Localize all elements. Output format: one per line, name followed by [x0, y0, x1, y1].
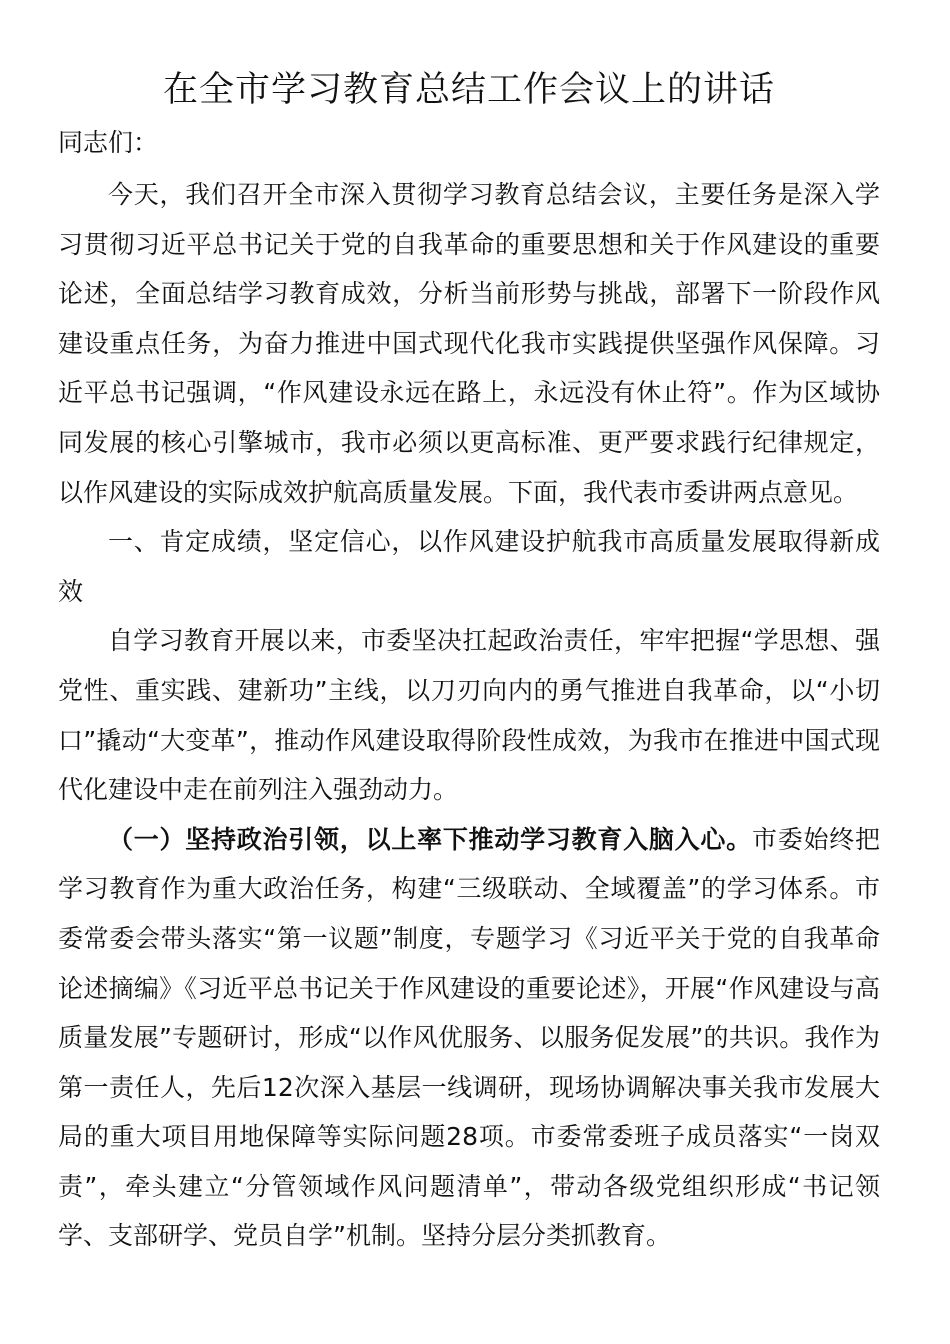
subsection-1-lead: （一）坚持政治引领，以上率下推动学习教育入脑入心。 [108, 824, 752, 854]
intro-paragraph: 今天，我们召开全市深入贯彻学习教育总结会议，主要任务是深入学习贯彻习近平总书记关于党的自我革命的重要思想和关于作风建设的重要论述，全面总结学习教育成效，分析当前形势与挑战，部署下一阶段作风建设重点任务，为奋力推进中国式现代化我市实践提供坚强作风保障。习近平总书记强调，“作风建设永远在路上，永远没有休止符”。作为区域协同发展的核心引擎城市，我市必须以更高标准、更严要求践行纪律规定，以作风建设的实际成效护航高质量发展。下面，我代表市委讲两点意见。 [58, 180, 880, 507]
salutation: 同志们： [58, 128, 159, 157]
subsection-1-body: 市委始终把学习教育作为重大政治任务，构建“三级联动、全域覆盖”的学习体系。市委常委会带头落实“第一议题”制度，专题学习《习近平关于党的自我革命论述摘编》《习近平总书记关于作风建设的重要论述》，开展“作风建设与高质量发展”专题研讨，形成“以作风优服务、以服务促发展”的共识。我作为第一责任人，先后12次深入基层一线调研，现场协调解决事关我市发展大局的重大项目用地保障等实际问题28项。市委常委班子成员落实“一岗双责”，牵头建立“分管领域作风问题清单”，带动各级党组织形成“书记领学、支部研学、党员自学”机制。坚持分层分类抓教育。 [58, 824, 880, 1251]
document-title: 在全市学习教育总结工作会议上的讲话 [162, 70, 775, 110]
section-1-paragraph: 自学习教育开展以来，市委坚决扛起政治责任，牢牢把握“学思想、强党性、重实践、建新功”主线，以刀刃向内的勇气推进自我革命，以“小切口”撬动“大变革”，推动作风建设取得阶段性成效，为我市在推进中国式现代化建设中走在前列注入强劲动力。 [58, 626, 880, 805]
section-1-heading: 一、肯定成绩，坚定信心，以作风建设护航我市高质量发展取得新成效 [58, 527, 880, 606]
subsection-1-paragraph [58, 815, 880, 1261]
